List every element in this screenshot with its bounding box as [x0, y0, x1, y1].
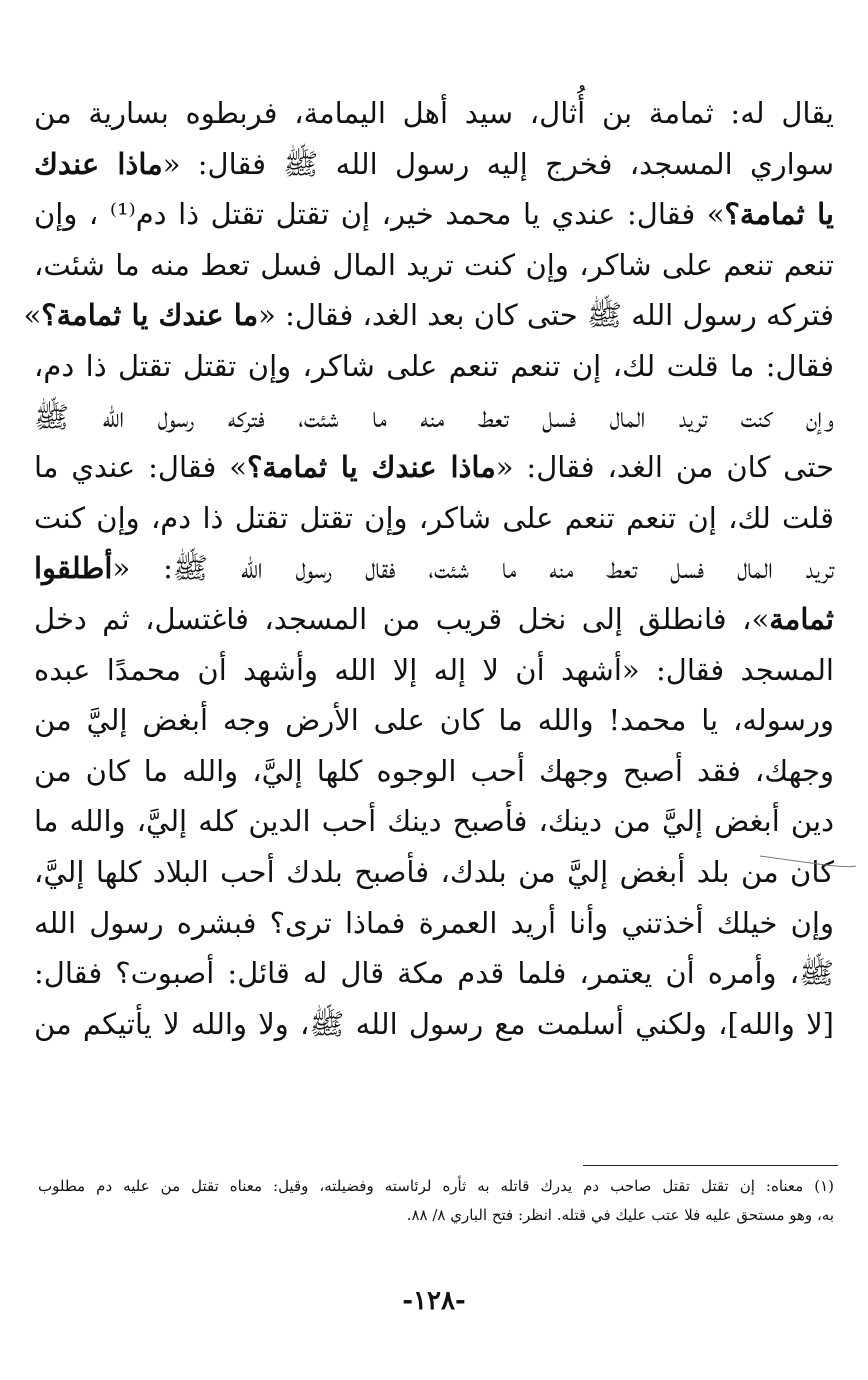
text-run: ﷺ، وأمره أن يعتمر، فلما قدم مكة قال له قائل: أصبوت؟ فقال:	[34, 956, 834, 991]
main-text	[23, 88, 835, 1049]
text-line	[34, 999, 834, 1050]
text-run: وإن خيلك أخذتني وأنا أريد العمرة فماذا ترى؟ فبشره رسول الله	[34, 905, 834, 940]
text-run: ورسوله، يا محمد! والله ما كان على الأرض وجه أبغض إليَّ من	[34, 703, 834, 738]
text-line	[34, 341, 834, 392]
bold-quote: ماذا عندك يا ثمامة؟	[246, 450, 496, 485]
footnote-line: به، وهو مستحق عليه فلا عتب عليك في قتله. انظر: فتح الباري ٨/ ٨٨.	[406, 1206, 834, 1224]
footnote-separator	[583, 1165, 838, 1166]
text-line	[34, 695, 834, 746]
text-line	[34, 746, 834, 797]
text-line	[34, 796, 834, 847]
text-line	[34, 543, 834, 594]
bold-quote: يا ثمامة؟	[724, 197, 834, 232]
text-run: وجهك، فقد أصبح وجهك أحب الوجوه كلها إليَّ، والله ما كان من	[34, 753, 834, 788]
text-line	[34, 189, 834, 240]
text-line	[34, 493, 834, 544]
text-line	[34, 948, 834, 999]
text-run: سواري المسجد، فخرج إليه رسول الله ﷺ فقال: «	[162, 146, 834, 181]
text-run: »	[23, 298, 42, 333]
text-run: حتى كان من الغد، فقال: «	[495, 450, 835, 485]
text-line	[34, 88, 834, 139]
text-run: وإن كنت تريد المال فسل تعط منه ما شئت، فتركه رسول الله ﷺ	[34, 399, 834, 434]
bold-quote: أطلقوا	[34, 551, 113, 586]
text-run: يقال له: ثمامة بن أُثال، سيد أهل اليمامة، فربطوه بسارية من	[34, 96, 834, 130]
text-run: دين أبغض إليَّ من دينك، فأصبح دينك أحب الدين كله إليَّ، والله ما	[34, 804, 834, 839]
text-run: فقال: ما قلت لك، إن تنعم تنعم على شاكر، وإن تقتل تقتل ذا دم،	[34, 348, 834, 383]
text-line	[23, 290, 834, 341]
text-run: قلت لك، إن تنعم تنعم على شاكر، وإن تقتل تقتل ذا دم، وإن كنت	[34, 500, 834, 535]
text-line	[34, 847, 834, 898]
text-line	[34, 594, 834, 645]
text-run: » فقال: عندي يا محمد خير، إن تقتل تقتل ذا دم⁽¹⁾ ، وإن	[34, 197, 725, 232]
text-run: تريد المال فسل تعط منه ما شئت، فقال رسول الله ﷺ: «	[112, 551, 834, 586]
text-run: تنعم تنعم على شاكر، وإن كنت تريد المال فسل تعط منه ما شئت،	[34, 247, 834, 282]
text-run: المسجد فقال: «أشهد أن لا إله إلا الله وأشهد أن محمدًا عبده	[34, 652, 834, 687]
bold-quote: ماذا عندك	[34, 146, 163, 181]
text-line	[34, 240, 834, 291]
text-run: كان من بلد أبغض إليَّ من بلدك، فأصبح بلدك أحب البلاد كلها إليَّ،	[34, 854, 834, 889]
page-number: -١٢٨-	[402, 1286, 466, 1316]
text-line	[34, 442, 834, 493]
pen-stroke-mark	[758, 850, 858, 870]
text-run: »، فانطلق إلى نخل قريب من المسجد، فاغتسل، ثم دخل	[34, 601, 770, 636]
bold-quote: ثمامة	[769, 601, 834, 636]
text-run: » فقال: عندي ما	[34, 450, 247, 485]
footnotes	[38, 1172, 834, 1230]
text-run: [لا والله]، ولكني أسلمت مع رسول الله ﷺ، ولا والله لا يأتيكم من	[34, 1006, 834, 1041]
text-line	[34, 898, 834, 949]
text-line	[34, 392, 834, 443]
text-line	[34, 645, 834, 696]
text-line	[34, 139, 834, 190]
text-run: فتركه رسول الله ﷺ حتى كان بعد الغد، فقال: «	[258, 298, 834, 333]
footnote-line: (١) معناه: إن تقتل تقتل صاحب دم يدرك قاتله به ثأره لرئاسته وفضيلته، وقيل: معناه تقتل من عليه دم مطلوب	[38, 1177, 834, 1195]
bold-quote: ما عندك يا ثمامة؟	[41, 298, 259, 333]
